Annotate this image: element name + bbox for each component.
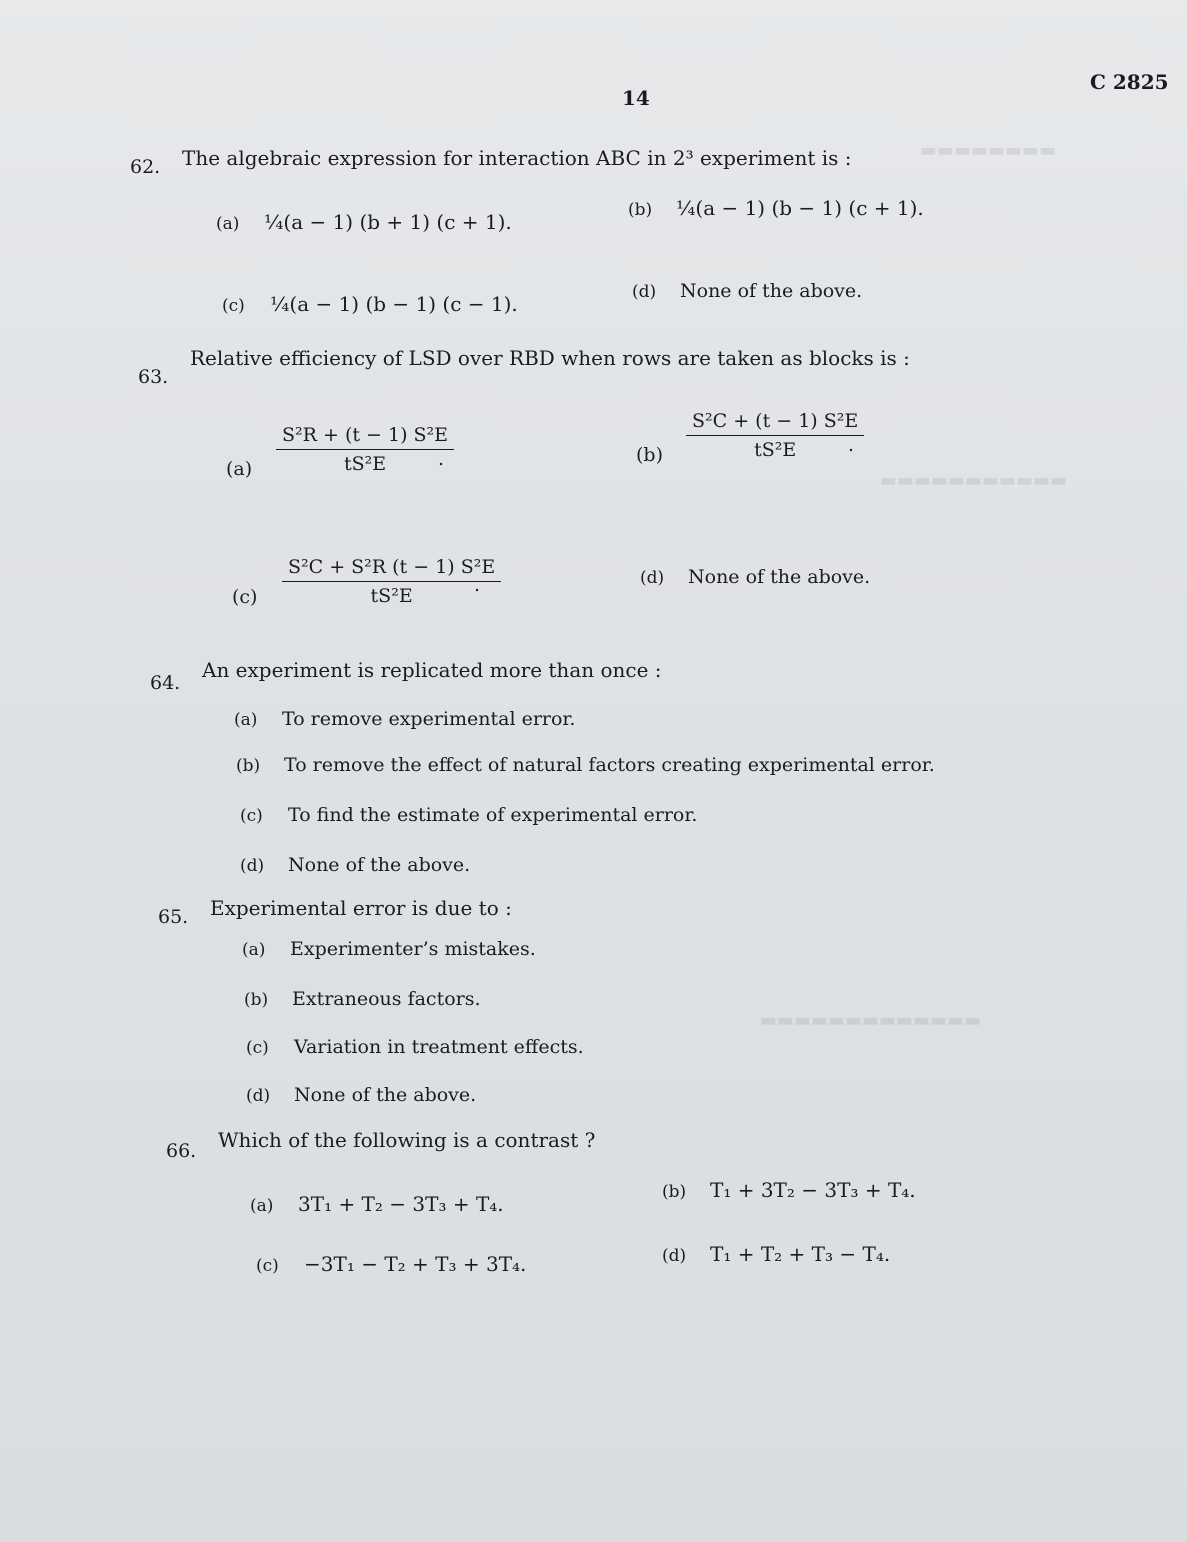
period: .	[438, 448, 445, 470]
fraction-63b	[686, 410, 864, 461]
option-text: Extraneous factors.	[292, 988, 481, 1010]
option-62d	[632, 280, 862, 302]
option-text: None of the above.	[680, 280, 863, 302]
option-66c	[256, 1252, 526, 1276]
fraction-numerator: S²C + S²R (t − 1) S²E	[282, 556, 501, 582]
page-number: 14	[622, 86, 650, 110]
option-66a	[250, 1192, 504, 1216]
fraction-denominator: tS²E	[370, 585, 413, 607]
option-text: ¼(a − 1) (b + 1) (c + 1).	[264, 210, 512, 234]
period: .	[474, 574, 481, 596]
option-label: (a)	[250, 1196, 274, 1216]
question-number: 66.	[166, 1140, 197, 1162]
fraction-numerator: S²C + (t − 1) S²E	[686, 410, 864, 436]
option-label: (d)	[632, 282, 657, 302]
option-text: None of the above.	[288, 854, 471, 876]
option-64a	[234, 708, 575, 730]
fraction-63a	[276, 424, 454, 475]
option-label: (a)	[216, 214, 240, 234]
option-62b	[628, 196, 924, 220]
question-number: 64.	[150, 672, 181, 694]
option-65c	[246, 1036, 584, 1058]
option-text: Variation in treatment effects.	[294, 1036, 584, 1058]
option-text: None of the above.	[688, 566, 871, 588]
option-text: ¼(a − 1) (b − 1) (c + 1).	[676, 196, 924, 220]
option-64c	[240, 804, 697, 826]
option-text: −3T₁ − T₂ + T₃ + 3T₄.	[304, 1252, 527, 1276]
option-65b	[244, 988, 481, 1010]
option-64d	[240, 854, 470, 876]
question-text: The algebraic expression for interaction ABC in 2³ experiment is :	[182, 146, 852, 170]
option-text: To find the estimate of experimental error.	[288, 804, 698, 826]
option-62c	[222, 292, 518, 316]
option-label: (b)	[628, 200, 653, 220]
question-text: Relative efficiency of LSD over RBD when rows are taken as blocks is :	[190, 346, 910, 370]
fraction-63c	[282, 556, 501, 607]
option-label: (d)	[662, 1246, 687, 1266]
option-label: (a)	[234, 710, 258, 730]
option-text: Experimenter’s mistakes.	[290, 938, 536, 960]
option-label: (d)	[640, 568, 665, 588]
option-text: To remove experimental error.	[282, 708, 576, 730]
question-number: 63.	[138, 366, 169, 388]
fraction-denominator: tS²E	[754, 439, 797, 461]
bleed-through-decoration: ▬▬▬▬▬▬▬▬▬▬▬	[880, 470, 1068, 491]
fraction-numerator: S²R + (t − 1) S²E	[276, 424, 454, 450]
option-label: (c)	[222, 296, 245, 316]
period: .	[848, 434, 855, 456]
paper-code: C 2825	[1090, 70, 1169, 94]
option-label: (b)	[662, 1182, 687, 1202]
question-number: 62.	[130, 156, 161, 178]
option-66b	[662, 1178, 916, 1202]
fraction-denominator: tS²E	[343, 453, 387, 475]
option-label: (a)	[226, 458, 253, 480]
question-text: Which of the following is a contrast ?	[218, 1128, 596, 1152]
option-63d	[640, 566, 870, 588]
option-66d	[662, 1242, 890, 1266]
option-65a	[242, 938, 536, 960]
bleed-through-decoration: ▬▬▬▬▬▬▬▬▬▬▬▬▬	[760, 1010, 982, 1031]
option-text: T₁ + T₂ + T₃ − T₄.	[710, 1242, 891, 1266]
question-text: Experimental error is due to :	[210, 896, 512, 920]
option-64b	[236, 754, 935, 776]
option-label: (d)	[240, 856, 265, 876]
option-62a	[216, 210, 512, 234]
option-label: (b)	[636, 444, 663, 466]
option-65d	[246, 1084, 476, 1106]
option-text: To remove the effect of natural factors creating experimental error.	[284, 754, 935, 776]
option-text: None of the above.	[294, 1084, 477, 1106]
bleed-through-decoration: ▬▬▬▬▬▬▬▬	[920, 140, 1057, 161]
option-label: (a)	[242, 940, 266, 960]
option-label: (b)	[236, 756, 261, 776]
option-label: (c)	[256, 1256, 279, 1276]
option-label: (c)	[232, 586, 258, 608]
question-number: 65.	[158, 906, 189, 928]
option-text: ¼(a − 1) (b − 1) (c − 1).	[270, 292, 518, 316]
option-text: 3T₁ + T₂ − 3T₃ + T₄.	[298, 1192, 504, 1216]
question-text: An experiment is replicated more than once :	[202, 658, 662, 682]
option-label: (b)	[244, 990, 269, 1010]
option-label: (d)	[246, 1086, 271, 1106]
option-label: (c)	[240, 806, 263, 826]
option-text: T₁ + 3T₂ − 3T₃ + T₄.	[710, 1178, 916, 1202]
option-label: (c)	[246, 1038, 269, 1058]
